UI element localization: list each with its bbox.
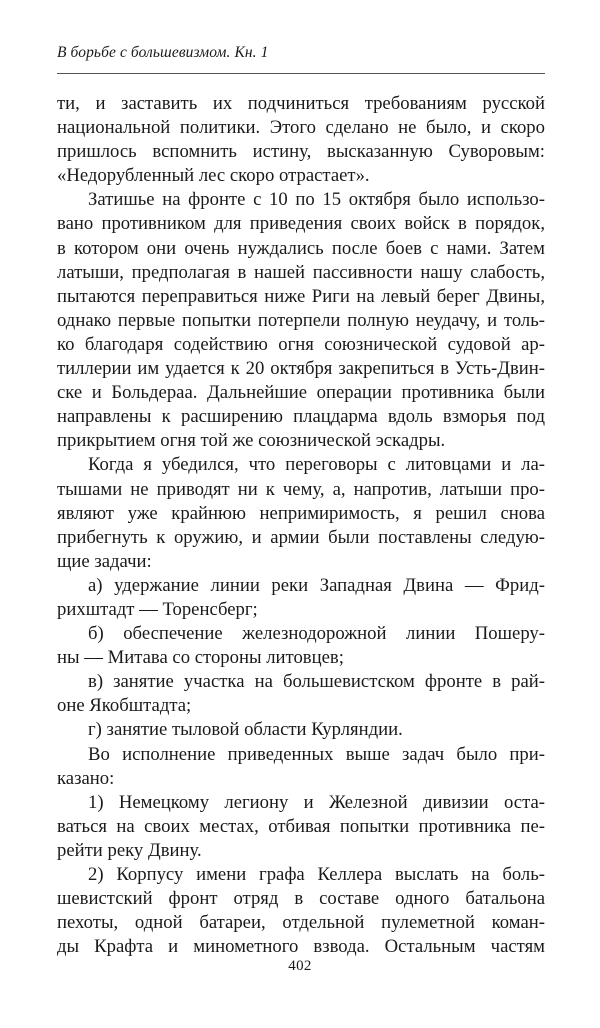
page-number: 402 — [288, 958, 312, 974]
text-line: направлены к расширению плацдарма вдоль взморья под — [57, 406, 545, 428]
text-line: латыши, предполагая в нашей пассивности нашу слабость, — [57, 261, 545, 283]
text-line: 2) Корпусу имени графа Келлера выслать на боль- — [88, 864, 545, 885]
text-line: пехоты, одной батареи, отдельной пулеметной коман- — [57, 912, 545, 934]
text-line: ваться на своих местах, отбивая попытки противника пе- — [57, 815, 545, 837]
text-line: Когда я убедился, что переговоры с литовцами и ла- — [88, 454, 545, 476]
text-line: вано противником для приведения своих войск в порядок, — [57, 213, 545, 235]
text-line: ны — Митава со стороны литовцев; — [57, 647, 344, 669]
text-line: в котором они очень нуждались после боев с нами. Затем — [57, 237, 545, 259]
text-line: шевистский фронт отряд в составе одного батальона — [57, 888, 545, 910]
text-line: 1) Немецкому легиону и Железной дивизии оста- — [88, 791, 545, 813]
text-line: тиллерии им удается к 20 октября закрепиться в Усть-Двин- — [57, 358, 545, 380]
text-line: казано: — [57, 767, 115, 789]
body-text — [57, 92, 545, 959]
text-line: рихштадт — Торенсберг; — [57, 598, 258, 620]
text-line: ске и Больдераа. Дальнейшие операции противника были — [57, 382, 545, 404]
text-line: прикрытием огня той же союзнической эскадры. — [57, 430, 446, 452]
text-line: тышами не приводят ни к чему, а, напротив, латыши про- — [57, 478, 545, 500]
running-head: В борьбе с большевизмом. Кн. 1 — [57, 44, 269, 61]
text-line: щие задачи: — [57, 550, 152, 572]
text-line: рейти реку Двину. — [57, 839, 202, 861]
text-line: Во исполнение приведенных выше задач было при- — [88, 743, 545, 765]
text-line: являют уже крайнюю непримиримость, я решил снова — [57, 502, 545, 524]
text-line: национальной политики. Этого сделано не было, и скоро — [57, 117, 545, 139]
header-rule — [57, 73, 545, 74]
text-line: Затишье на фронте с 10 по 15 октября было использо- — [88, 189, 545, 211]
text-line: однако первые попытки потерпели полную неудачу, и толь- — [57, 309, 545, 331]
text-line: ти, и заставить их подчиниться требованиям русской — [57, 93, 545, 114]
text-line: прибегнуть к оружию, и армии были поставлены следую- — [57, 526, 545, 548]
text-line: ды Крафта и минометного взвода. Остальным частям — [57, 936, 545, 958]
text-line: г) занятие тыловой области Курляндии. — [88, 719, 403, 741]
text-line: б) обеспечение железнодорожной линии Пошеру- — [88, 623, 545, 645]
text-line: ко благодаря содействию огня союзнической судовой ар- — [57, 333, 545, 355]
text-line: пришлось вспомнить истину, высказанную Суворовым: — [57, 141, 545, 163]
text-line: а) удержание линии реки Западная Двина — Фрид- — [88, 574, 545, 596]
text-line: в) занятие участка на большевистском фронте в рай- — [88, 671, 545, 693]
text-line: пытаются переправиться ниже Риги на левый берег Двины, — [57, 285, 545, 307]
text-line: оне Якобштадта; — [57, 695, 192, 717]
text-line: «Недорубленный лес скоро отрастает». — [57, 165, 370, 187]
